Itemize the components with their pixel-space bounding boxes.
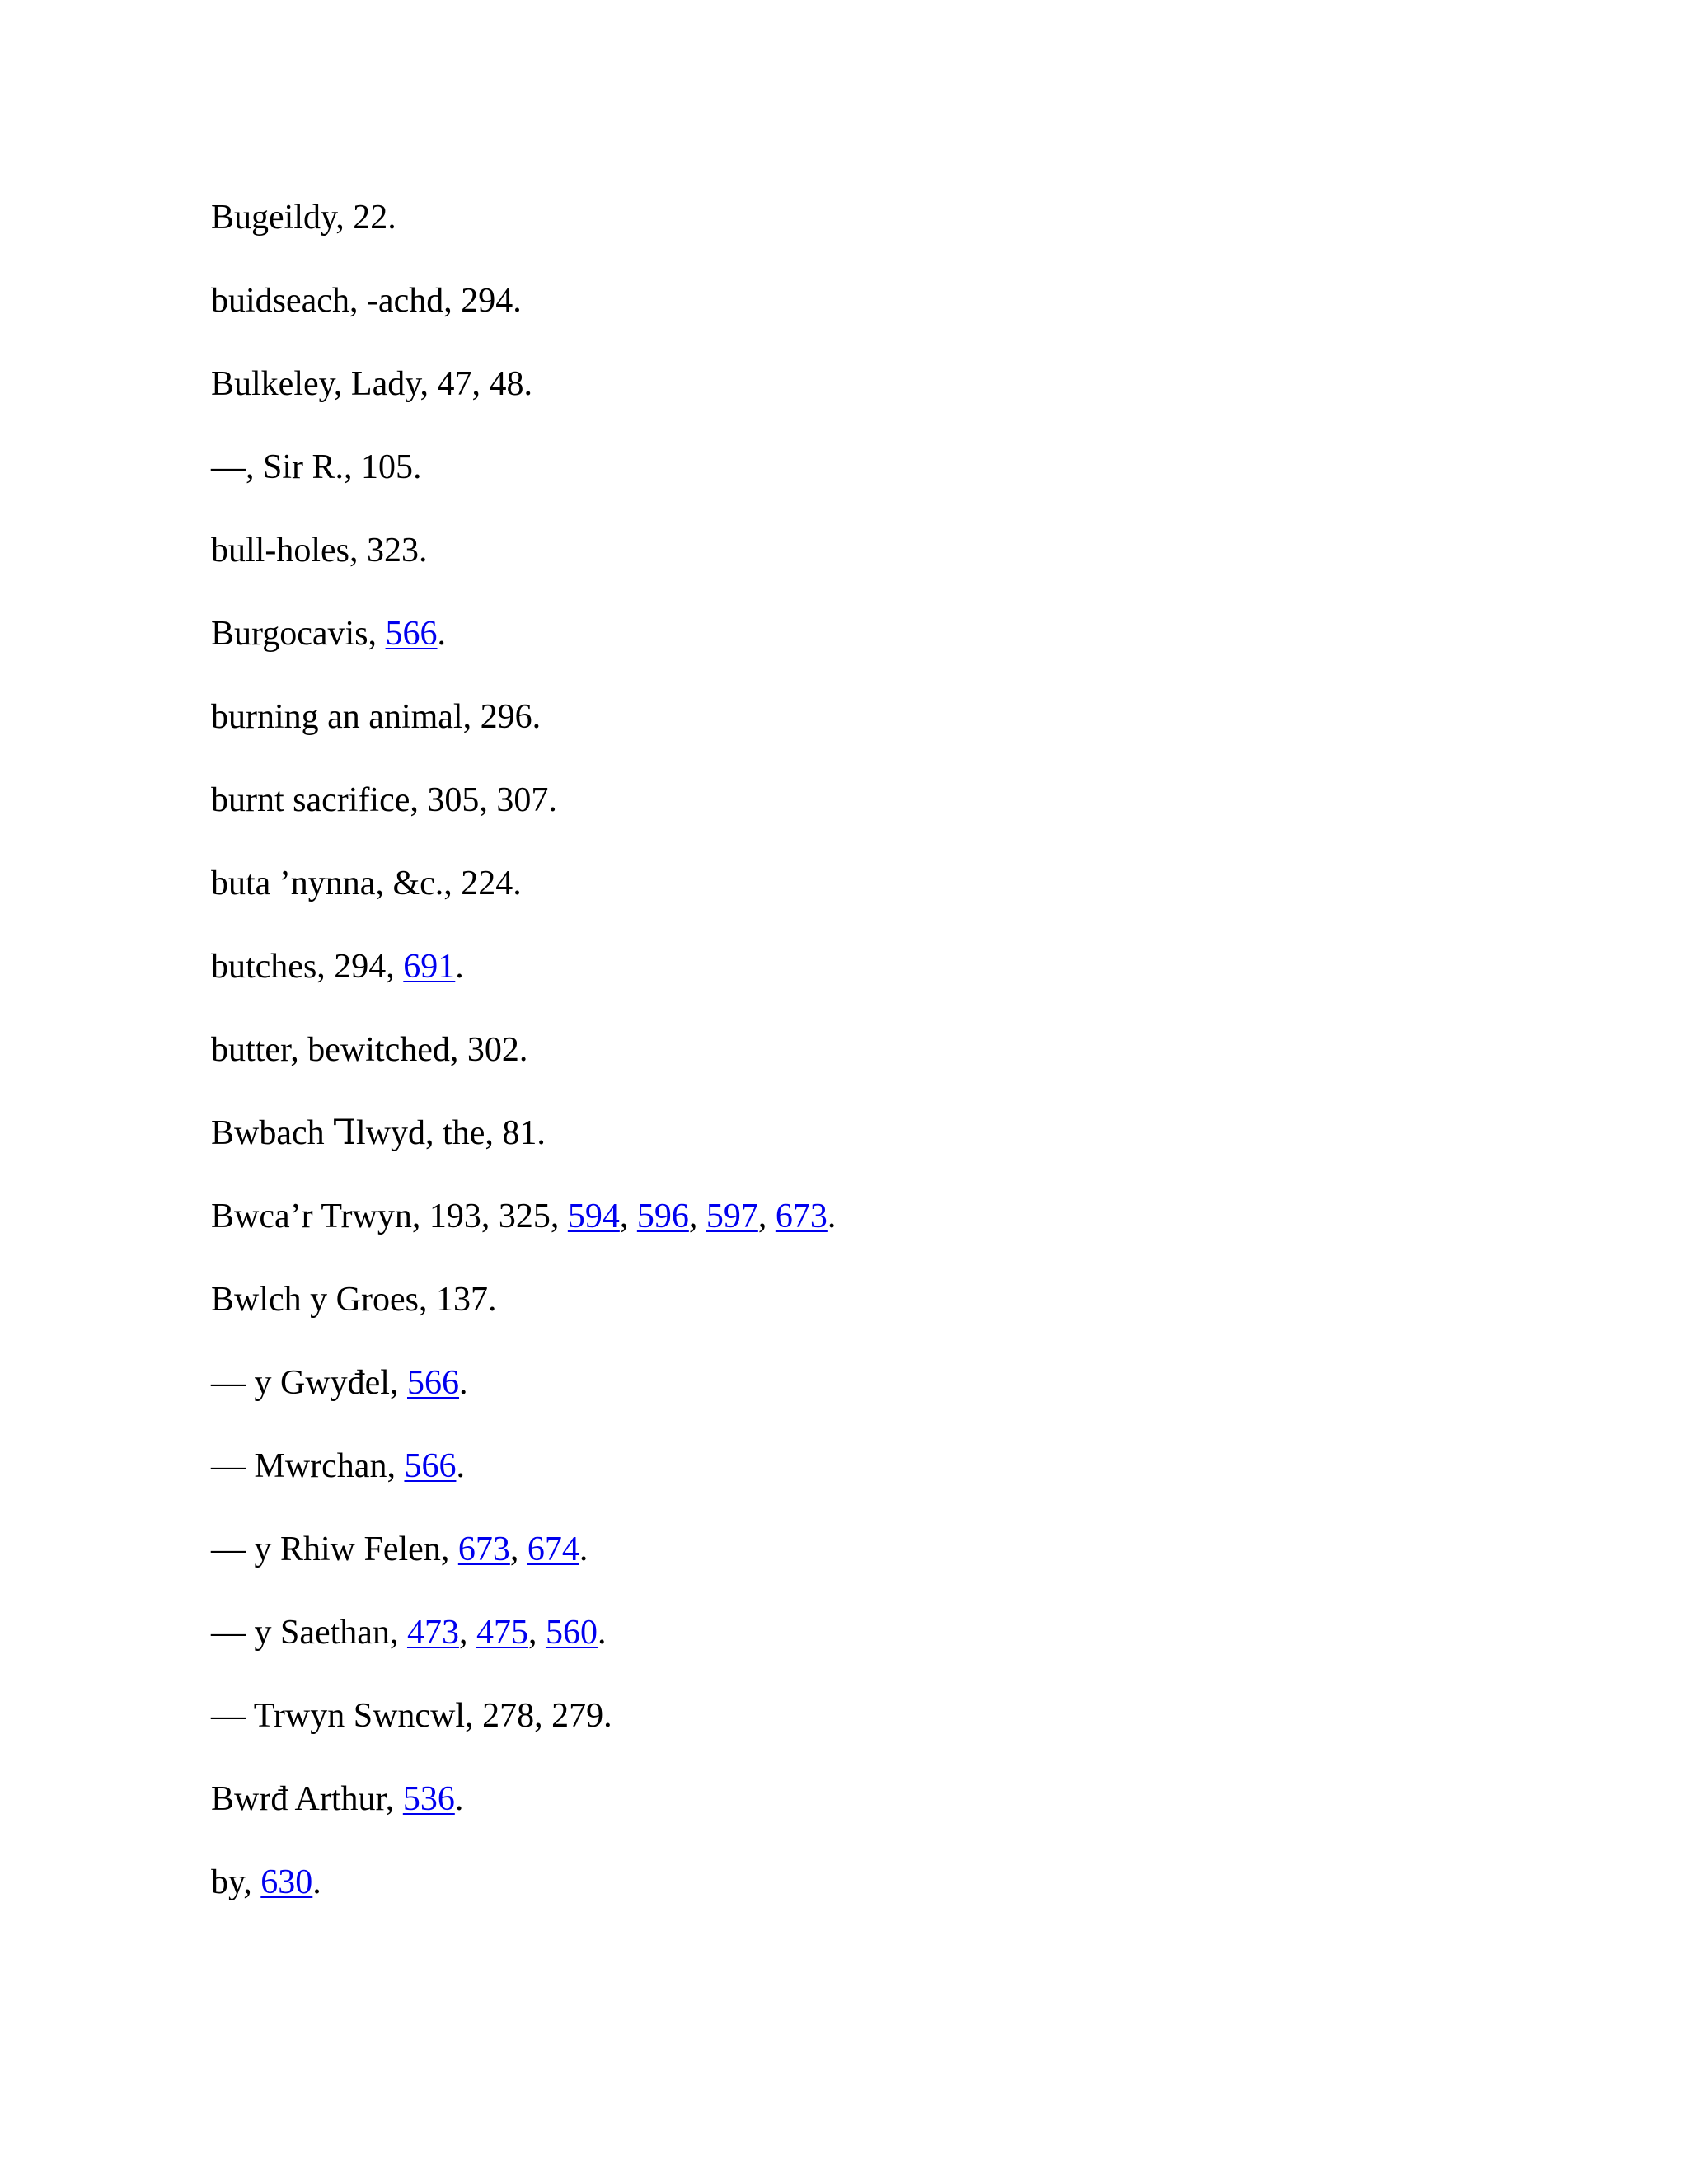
- entry-text: —, Sir R., 105.: [211, 448, 422, 486]
- entry-text: Bwbach Ꞁlwyd, the, 81.: [211, 1114, 546, 1152]
- index-entry: [211, 1113, 836, 1153]
- index-entry: [211, 864, 836, 903]
- page-link[interactable]: 475: [476, 1614, 528, 1652]
- page-link[interactable]: 594: [567, 1197, 620, 1235]
- index-entry: [211, 1197, 836, 1236]
- index-entry: [211, 198, 836, 237]
- index-entry: [211, 1779, 836, 1819]
- index-entry: [211, 1530, 836, 1569]
- index-entry: [211, 281, 836, 321]
- entry-text: Burgocavis,: [211, 615, 386, 653]
- page-link[interactable]: 630: [260, 1863, 313, 1901]
- page-link[interactable]: 566: [385, 615, 438, 653]
- index-entry: [211, 448, 836, 487]
- page-link[interactable]: 691: [403, 948, 456, 986]
- index-entry: [211, 1446, 836, 1486]
- entry-text: — Mwrchan,: [211, 1447, 405, 1485]
- index-entry: [211, 1280, 836, 1319]
- entry-text: butter, bewitched, 302.: [211, 1031, 528, 1069]
- entry-text: Bugeildy, 22.: [211, 199, 396, 237]
- entry-text: buidseach, -achd, 294.: [211, 282, 522, 320]
- entry-text: — y Gwyđel,: [211, 1364, 407, 1402]
- entry-text: Bwca’r Trwyn, 193, 325,: [211, 1197, 568, 1235]
- entry-text: .: [437, 615, 447, 653]
- index-entry: [211, 364, 836, 404]
- entry-text: butches, 294,: [211, 948, 404, 986]
- entry-text: .: [454, 1780, 464, 1818]
- entry-text: burning an animal, 296.: [211, 698, 542, 736]
- entry-text: .: [827, 1197, 837, 1235]
- entry-text: — Trwyn Swncwl, 278, 279.: [211, 1697, 612, 1735]
- entry-text: by,: [211, 1863, 261, 1901]
- index-list: [211, 198, 836, 1946]
- entry-text: .: [579, 1530, 588, 1568]
- index-entry: [211, 1613, 836, 1652]
- entry-text: Bwrđ Arthur,: [211, 1780, 403, 1818]
- entry-text: ,: [458, 1614, 476, 1652]
- index-entry: [211, 1363, 836, 1403]
- entry-text: burnt sacrifice, 305, 307.: [211, 781, 557, 819]
- index-entry: [211, 697, 836, 737]
- entry-text: Bwlch y Groes, 137.: [211, 1281, 497, 1319]
- page-link[interactable]: 536: [402, 1780, 455, 1818]
- entry-text: .: [597, 1614, 607, 1652]
- entry-text: ,: [509, 1530, 528, 1568]
- entry-text: ,: [688, 1197, 706, 1235]
- entry-text: ,: [528, 1614, 546, 1652]
- entry-text: — y Saethan,: [211, 1614, 407, 1652]
- page-link[interactable]: 473: [406, 1614, 459, 1652]
- page-link[interactable]: 597: [706, 1197, 758, 1235]
- index-entry: [211, 1030, 836, 1070]
- index-entry: [211, 531, 836, 570]
- entry-text: Bulkeley, Lady, 47, 48.: [211, 365, 532, 403]
- entry-text: .: [456, 1447, 465, 1485]
- entry-text: ,: [619, 1197, 637, 1235]
- index-entry: [211, 780, 836, 820]
- page-link[interactable]: 566: [404, 1447, 457, 1485]
- entry-text: .: [312, 1863, 321, 1901]
- entry-text: buta ’nynna, &c., 224.: [211, 865, 522, 902]
- page-link[interactable]: 560: [545, 1614, 598, 1652]
- page-link[interactable]: 566: [406, 1364, 459, 1402]
- page-link[interactable]: 674: [527, 1530, 579, 1568]
- page-link[interactable]: 596: [636, 1197, 689, 1235]
- page-link[interactable]: 673: [457, 1530, 510, 1568]
- entry-text: ,: [757, 1197, 776, 1235]
- index-entry: [211, 614, 836, 654]
- entry-text: bull-holes, 323.: [211, 532, 428, 569]
- entry-text: — y Rhiw Felen,: [211, 1530, 458, 1568]
- index-entry: [211, 947, 836, 987]
- entry-text: .: [455, 948, 464, 986]
- index-entry: [211, 1863, 836, 1902]
- entry-text: .: [458, 1364, 468, 1402]
- index-entry: [211, 1696, 836, 1736]
- page-link[interactable]: 673: [775, 1197, 828, 1235]
